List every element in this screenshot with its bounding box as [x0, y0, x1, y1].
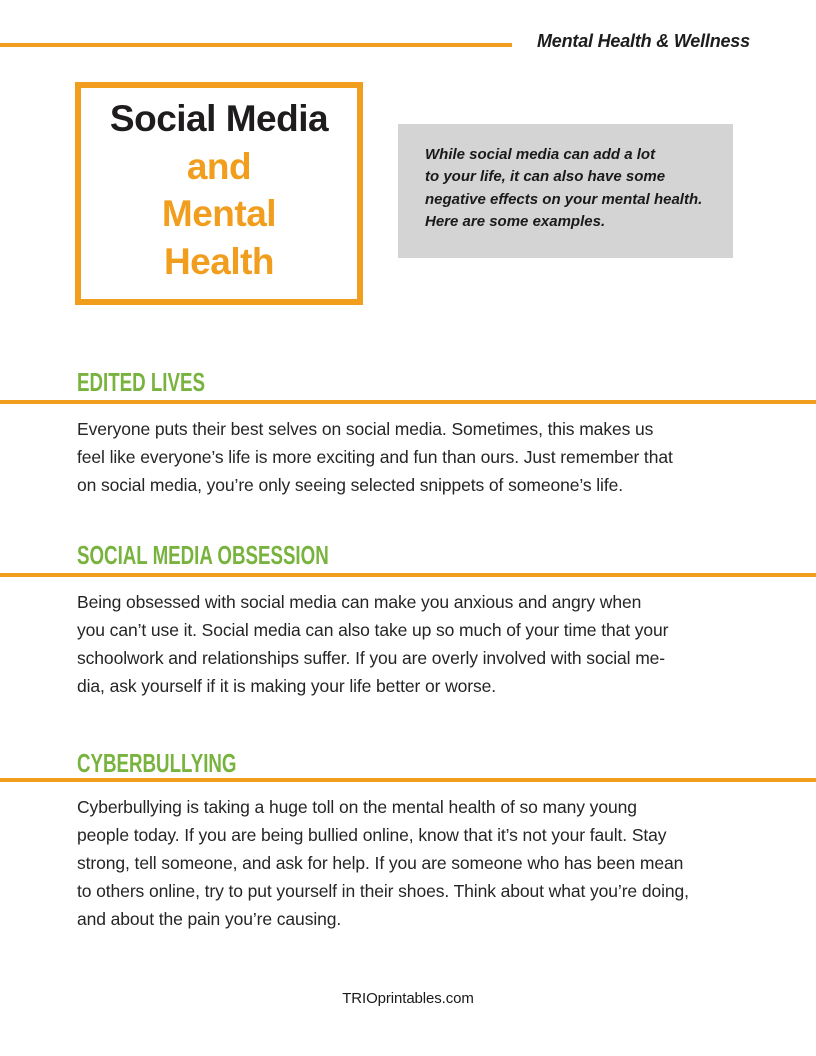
body-line: feel like everyone’s life is more exciting and fun than ours. Just remember that	[77, 447, 673, 467]
body-line: Everyone puts their best selves on social media. Sometimes, this makes us	[77, 419, 654, 439]
section-cyberbullying	[0, 748, 816, 933]
header-accent-rule	[0, 43, 512, 47]
body-line: to others online, try to put yourself in their shoes. Think about what you’re doing,	[77, 881, 689, 901]
section-heading-social-media-obsession: SOCIAL MEDIA OBSESSION	[77, 540, 329, 570]
intro-line: While social media can add a lot	[425, 146, 656, 163]
page-footer	[0, 990, 816, 1008]
section-rule	[0, 573, 816, 577]
section-social-media-obsession	[0, 540, 816, 700]
section-body	[77, 415, 816, 499]
title-line-1: Social Media	[109, 98, 329, 139]
body-line: dia, ask yourself if it is making your life better or worse.	[77, 676, 497, 696]
body-line: Cyberbullying is taking a huge toll on the mental health of so many young	[77, 797, 637, 817]
body-line: people today. If you are being bullied online, know that it’s not your fault. Stay	[77, 825, 667, 845]
section-heading-edited-lives: EDITED LIVES	[77, 367, 205, 397]
title-line-3: Mental	[161, 193, 277, 234]
title-line-2: and	[186, 145, 252, 187]
section-edited-lives	[0, 367, 816, 499]
footer-site-name: TRIOprintables.com	[342, 990, 474, 1007]
body-line: you can’t use it. Social media can also take up so much of your time that your	[77, 620, 669, 640]
section-rule	[0, 400, 816, 404]
title-line-4: Health	[163, 240, 275, 282]
header-category-label: Mental Health & Wellness	[537, 31, 750, 51]
section-heading-cyberbullying: CYBERBULLYING	[77, 748, 237, 778]
intro-callout-box	[398, 124, 733, 258]
body-line: Being obsessed with social media can make you anxious and angry when	[77, 592, 642, 612]
section-rule	[0, 778, 816, 782]
intro-line: to your life, it can also have some	[425, 168, 666, 186]
title-box	[75, 82, 363, 305]
intro-line: Here are some examples.	[425, 213, 606, 231]
body-line: schoolwork and relationships suffer. If you are overly involved with social me-	[77, 648, 666, 668]
body-line: strong, tell someone, and ask for help. If you are someone who has been mean	[77, 853, 684, 873]
body-line: and about the pain you’re causing.	[77, 909, 342, 929]
body-line: on social media, you’re only seeing selected snippets of someone’s life.	[77, 475, 623, 495]
section-body	[77, 588, 816, 700]
section-body	[77, 793, 816, 933]
intro-line: negative effects on your mental health.	[425, 190, 703, 208]
